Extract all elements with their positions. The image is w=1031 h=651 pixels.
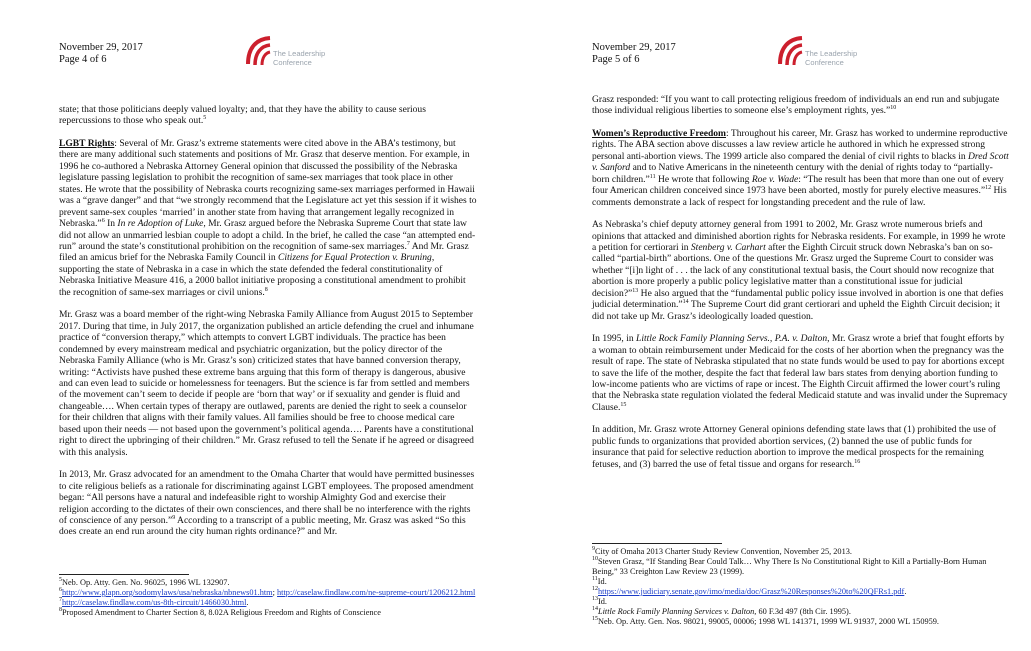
deputy-ag-paragraph: As Nebraska’s chief deputy attorney general from 1991 to 2002, Mr. Grasz wrote numerous briefs and opinions that attacked and diminished abortion rights for Nebraska residents. For example, in 1999 he wrote a petition for certiorari in Stenberg v. Carhart after the Eighth Circuit struck down Nebraska’s ban on so-called “partial-birth” abortions. One of the questions Mr. Grasz urged the Supreme Court to consider was whether “[i]n light of . . . the lack of any constitutional textual basis, the Court should now recognize that abortion is more properly a public policy legislative matter than a constitutional issue for judicial decision?”$^{13}$ He also argued that the “fundamental public policy issue involved in abortion is one that defies judicial determination.”$^{14}$ The Supreme Court did grant certiorari and upheld the Eighth Circuit decision; it did not take up Mr. Grasz’s ideologically loaded question.	[592, 219, 1006, 322]
omaha-charter-paragraph: In 2013, Mr. Grasz advocated for an amendment to the Omaha Charter that would have permitted businesses to cite religious beliefs as a rationale for discriminating against LGBT employees. The proposed amendment began: “All persons have a natural and indefeasible right to worship Almighty God and exercise their religion according to the dictates of their own consciences, and there shall be no interference with the rights of conscience of any person.”$^9$ According to a transcript of a public meeting, Mr. Grasz was asked “So this does create an end run around the city human rights ordinance?” and Mr.	[59, 469, 475, 538]
header-date: November 29, 2017	[59, 42, 143, 53]
section-heading-reproductive-freedom: Women’s Reproductive Freedom	[592, 127, 726, 139]
page-body	[59, 104, 477, 549]
footnote-link[interactable]: http://caselaw.findlaw.com/ne-supreme-court/1206212.html	[277, 588, 476, 597]
footnote-14: $^{14}$Little Rock Family Planning Services v. Dalton, 60 F.3d 497 (8th Cir. 1995).	[592, 606, 851, 616]
footnote-6: $^6$http://www.glapn.org/sodomylaws/usa/nebraska/nbnews01.htm; http://caselaw.findlaw.com/ne-supreme-court/1206212.html	[59, 587, 476, 597]
logo-arc-icon	[244, 34, 272, 68]
header-page-number: Page 4 of 6	[59, 54, 107, 65]
footnote-15: $^{15}$Neb. Op. Atty. Gen. Nos. 98021, 99005, 00006; 1998 WL 141371, 1999 WL 91937, 2000 WL 150959.	[592, 616, 939, 626]
footnotes	[592, 547, 1010, 627]
header-date: November 29, 2017	[592, 42, 676, 53]
footnote-13: $^{13}$Id.	[592, 596, 607, 606]
section-heading-lgbt-rights: LGBT Rights	[59, 137, 115, 149]
footnote-12: $^{12}$https://www.judiciary.senate.gov/imo/media/doc/Grasz%20Responses%20to%20QFRs1.pdf.	[592, 586, 907, 596]
ag-opinions-paragraph: In addition, Mr. Grasz wrote Attorney General opinions defending state laws that (1) prohibited the use of public funds to organizations that provided abortion services, (2) banned the use of public funds for insurance that paid for selective reduction abortion to improve the medical prospects for the remaining fetuses, and (3) barred the use of fetal tissue and organs for research.$^{16}$	[592, 424, 997, 470]
logo-arc-icon	[776, 34, 804, 68]
family-alliance-paragraph: Mr. Grasz was a board member of the right-wing Nebraska Family Alliance from August 2015 to September 2017. During that time, in July 2017, the organization published an article defending the cruel and inhumane practice of “conversion therapy,” which attempts to convert LGBT individuals. The practice has been condemned by every mainstream medical and psychiatric organization, but the policy director of the Nebraska Family Alliance (who is Mr. Grasz’s son) criticized states that have banned conversion therapy, writing: “Activists have pushed these extreme bans arguing that this form of therapy is dangerous, abusive and can even lead to suicide or homelessness for teenagers. But the science is far from settled and members of the movement can’t seem to decide if people are ‘born that way’ or if sexuality and gender is fluid and changeable…. When certain types of therapy are outlawed, parents are denied the right to seek a counselor for their children that aligns with their family values. All families should be free to choose medical care based upon their needs — not based upon the government’s political agenda…. Parents have a constitutional right to direct the upbringing of their children.” Mr. Grasz refused to tell the Senate if he agreed or disagreed with this analysis.	[59, 309, 474, 458]
footnote-7: $^7$http://caselaw.findlaw.com/us-8th-circuit/1466030.html.	[59, 597, 249, 607]
leadership-conference-logo	[244, 34, 364, 74]
continued-paragraph: state; that those politicians deeply valued loyalty; and, that they have the ability to cause serious repercussions to those who speak out.$^5$	[59, 104, 426, 127]
footnotes	[59, 578, 477, 618]
lgbt-rights-paragraph: LGBT Rights: Several of Mr. Grasz’s extreme statements were cited above in the ABA’s testimony, but there are many additional such statements and positions of Mr. Grasz that deserve mention. For example, in 1996 he co-authored a Nebraska Attorney General opinion that discussed the possibility of the Nebraska legislature passing legislation to prohibit the recognition of same-sex marriages that took place in other states. He wrote that the possibility of Nebraska courts recognizing same-sex marriages performed in Hawaii was a “grave danger” and that “we strongly recommend that the Legislature act yet this session if it wishes to prevent same-sex couples ‘married’ in another state from having that arrangement legally recognized in Nebraska.”$^6$ In In re Adoption of Luke, Mr. Grasz argued before the Nebraska Supreme Court that state law did not allow an unmarried lesbian couple to adopt a child. In the brief, he called the case “an attempted end-run” around the state’s constitutional prohibition on the recognition of same-sex marriages.$^7$ And Mr. Grasz filed an amicus brief for the Nebraska Family Council in Citizens for Equal Protection v. Bruning, supporting the state of Nebraska in a case in which the state defended the federal constitutionality of Nebraska Initiative Measure 416, a 2000 ballot initiative proposing a constitutional amendment to prohibit the recognition of same-sex marriages or civil unions.$^8$	[59, 137, 477, 298]
logo-text: The Leadership Conference	[805, 49, 858, 67]
page-5	[515, 0, 1031, 651]
footnote-9: $^9$City of Omaha 2013 Charter Study Review Convention, November 25, 2013.	[592, 546, 852, 556]
header-page-number: Page 5 of 6	[592, 54, 640, 65]
footnote-11: $^{11}$Id.	[592, 576, 607, 586]
footnote-divider	[59, 574, 189, 575]
continued-paragraph: Grasz responded: “If you want to call protecting religious freedom of individuals an end run and subjugate those individual religious liberties to someone else’s employment rights, yes.”$^{10}$	[592, 94, 1000, 117]
footnote-divider	[592, 543, 722, 544]
logo-text: The Leadership Conference	[273, 49, 326, 67]
footnote-link[interactable]: http://caselaw.findlaw.com/us-8th-circuit/1466030.html	[62, 598, 247, 607]
footnote-5: $^5$Neb. Op. Atty. Gen. No. 96025, 1996 WL 132907.	[59, 577, 230, 587]
page-body	[592, 94, 1010, 481]
footnote-link[interactable]: https://www.judiciary.senate.gov/imo/media/doc/Grasz%20Responses%20to%20QFRs1.pdf	[598, 587, 905, 596]
footnote-8: $^8$Proposed Amendment to Charter Section 8, 8.02A Religious Freedom and Rights of Conscience	[59, 607, 381, 617]
page-4	[0, 0, 515, 651]
footnote-link[interactable]: http://www.glapn.org/sodomylaws/usa/nebraska/nbnews01.htm	[62, 588, 273, 597]
footnote-10: $^{10}$Steven Grasz, “If Standing Bear Could Talk… Why There Is No Constitutional Right to Kill a Partially-Born Human Being,” 33 Creighton Law Review 23 (1999).	[592, 556, 987, 576]
leadership-conference-logo	[776, 34, 896, 74]
dalton-paragraph: In 1995, in Little Rock Family Planning Servs., P.A. v. Dalton, Mr. Grasz wrote a brief that fought efforts by a woman to obtain reimbursement under Medicaid for the costs of her abortion when the pregnancy was the result of rape. The state of Nebraska stipulated that no state funds would be used to pay for abortions except to save the life of the mother, despite the fact that federal law bars states from denying abortion funding to low-income patients who are victims of rape or incest. The Eighth Circuit affirmed the lower court’s ruling that the Nebraska state regulation violated the federal Medicaid statute and was invalid under the Supremacy Clause.$^{15}$	[592, 333, 1008, 413]
reproductive-freedom-paragraph: Women’s Reproductive Freedom: Throughout his career, Mr. Grasz has worked to undermine reproductive rights. The ABA section above discusses a law review article he authored in which he expressed strong personal anti-abortion views. The 1999 article also compared the denial of civil rights to blacks in Dred Scott v. Sanford and to Native Americans in the nineteenth century with the denial of rights today to “partially-born children.”$^{11}$ He wrote that following Roe v. Wade: “The result has been that more than one out of every four American children conceived since 1973 have been aborted, mostly for purely elective measures.”$^{12}$ His comments demonstrate a lack of respect for longstanding precedent and the rule of law.	[592, 127, 1009, 208]
